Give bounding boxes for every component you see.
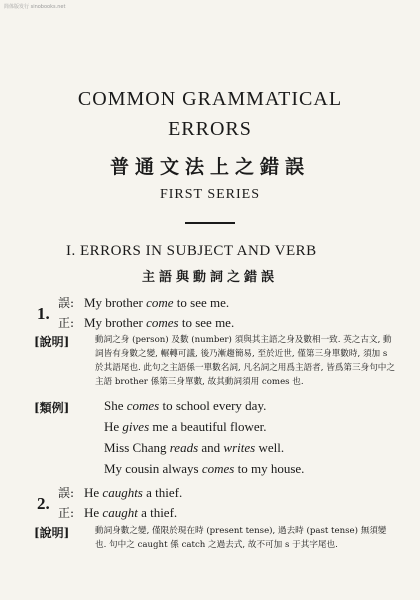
- sentence-part: me a beautiful flower.: [149, 419, 267, 434]
- series-subtitle: FIRST SERIES: [159, 187, 261, 202]
- page-title-line1: COMMON GRAMMATICAL: [77, 88, 343, 110]
- example-verb: writes: [223, 440, 256, 455]
- explanation-label-2: [說明]: [34, 526, 70, 540]
- example-line: [104, 461, 304, 477]
- corrected-word: caught: [102, 505, 138, 520]
- page-title-line2: ERRORS: [168, 118, 252, 140]
- item-number-2: 2.: [37, 494, 50, 513]
- sentence-part: He: [84, 485, 103, 500]
- item-number-1: 1.: [37, 304, 50, 323]
- item1-wrong-line: [58, 294, 229, 311]
- explanation-text-2: 動詞身數之變, 僅限於現在時 (present tense), 過去時 (past tense) 無須變也. 句中之 caught 係 catch 之過去式, 故不可加 s 于其字尾也.: [95, 526, 387, 550]
- sentence-part: She: [104, 398, 127, 413]
- sentence-part: My brother: [84, 315, 147, 330]
- sentence-part: My cousin always: [104, 461, 202, 476]
- sentence-part: a thief.: [137, 505, 178, 520]
- sentence-part: to my house.: [234, 461, 305, 476]
- page-title-chinese: 普通文法上之錯誤: [109, 156, 310, 178]
- example-verb: comes: [201, 461, 235, 476]
- sentence-part: to see me.: [173, 295, 230, 310]
- item2-wrong-line: [58, 484, 182, 501]
- example-line: [104, 398, 266, 414]
- sentence-part: to school every day.: [159, 398, 267, 413]
- example-verb: comes: [126, 398, 160, 413]
- explanation-label-1: [說明]: [34, 335, 70, 349]
- section-heading: I. ERRORS IN SUBJECT AND VERB: [66, 243, 317, 259]
- right-label: 正:: [58, 506, 75, 520]
- error-word: caughts: [102, 485, 143, 500]
- example-line: [104, 440, 284, 456]
- sentence-part: a thief.: [142, 485, 183, 500]
- item2-right-line: [58, 504, 177, 521]
- examples-label: [類例]: [34, 401, 70, 415]
- item1-right-line: [58, 314, 234, 331]
- sentence-part: He: [104, 419, 123, 434]
- wrong-label: 誤:: [58, 486, 75, 500]
- sentence-part: Miss Chang: [104, 440, 170, 455]
- sentence-part: He: [84, 505, 103, 520]
- wrong-label: 誤:: [58, 296, 75, 310]
- divider-rule: [185, 222, 235, 224]
- sentence-part: well.: [255, 440, 285, 455]
- corrected-word: comes: [146, 315, 179, 330]
- sentence-part: My brother: [84, 295, 147, 310]
- sentence-part: to see me.: [178, 315, 235, 330]
- error-word: come: [146, 295, 174, 310]
- sentence-part: and: [198, 440, 224, 455]
- example-line: [104, 419, 266, 435]
- right-label: 正:: [58, 316, 75, 330]
- explanation-text-1: 動詞之身 (person) 及數 (number) 須與其主語之身及數相一致. 英之古文, 動詞皆有身數之變, 輾轉可議, 後乃漸趨簡易, 至於近世, 僅第三身單數時, 須加 s 於其語尾也. 此句之主語係一單數名詞, 凡名詞之用爲主語者, 皆爲第三身句中之主語 brother 係第三身單數, 故其動詞須用 comes 也.: [95, 335, 395, 387]
- watermark: 简体版发行 sinobooks.net: [4, 4, 66, 10]
- example-verb: gives: [122, 419, 150, 434]
- example-verb: reads: [169, 440, 199, 455]
- section-heading-chinese: 主語與動詞之錯誤: [141, 270, 278, 285]
